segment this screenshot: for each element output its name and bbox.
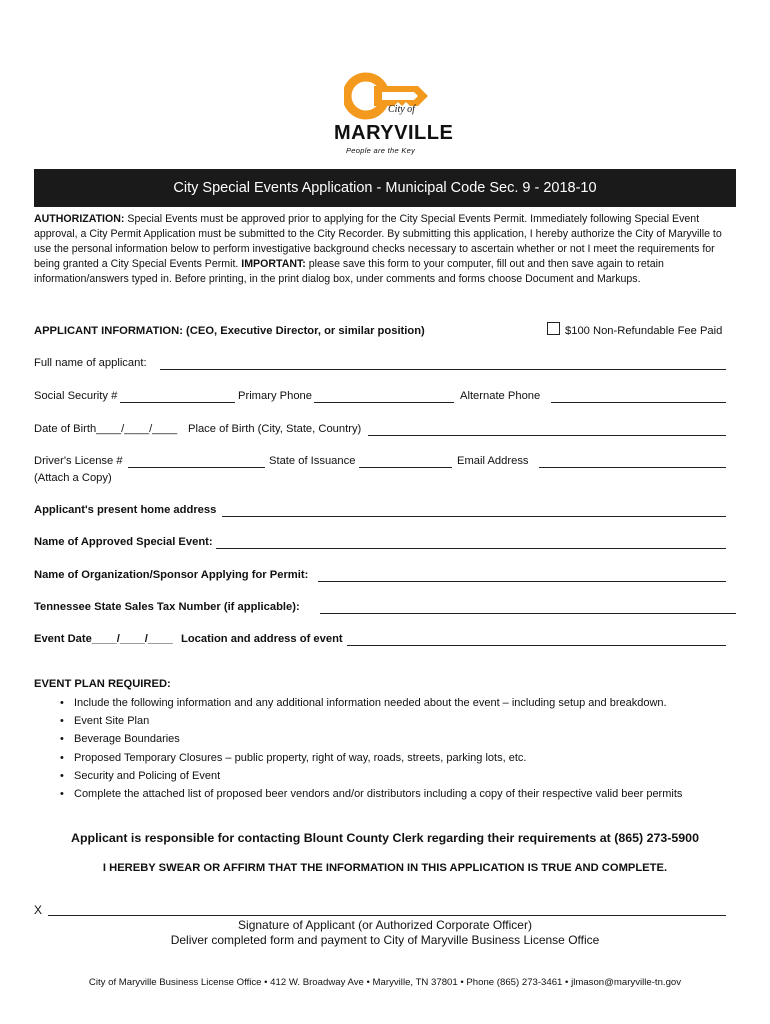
state-of-issuance-field[interactable] — [359, 467, 452, 468]
place-of-birth-field[interactable] — [368, 435, 726, 436]
home-address-field[interactable] — [222, 516, 726, 517]
fee-paid-checkbox[interactable] — [547, 322, 560, 335]
city-logo — [334, 72, 454, 158]
logo-tagline: People are the Key — [346, 146, 416, 155]
full-name-label: Full name of applicant: — [34, 357, 147, 369]
drivers-license-label: Driver's License # — [34, 455, 123, 467]
list-item: • Complete the attached list of proposed beer vendors and/or distributors including a copy of their respective valid beer permits — [60, 788, 682, 806]
event-name-field[interactable] — [216, 548, 726, 549]
list-item: • Security and Policing of Event — [60, 770, 682, 788]
page-footer: City of Maryville Business License Office • 412 W. Broadway Ave • Maryville, TN 37801 • Phone (865) 273-3461 • jlmason@maryville-tn.gov — [88, 977, 682, 988]
signature-label: Signature of Applicant (or Authorized Corporate Officer) — [238, 918, 532, 932]
form-title: City Special Events Application - Municipal Code Sec. 9 - 2018-10 — [173, 180, 597, 196]
county-clerk-notice: Applicant is responsible for contacting Blount County Clerk regarding their requirements at (865) 273-5900 — [71, 831, 699, 845]
email-label: Email Address — [457, 455, 529, 467]
authorization-text: Special Events must be approved prior to applying for the City Special Events Permit. Immediately following Special Event approval, a City Permit Application must be submitted to the City Recorder. By submitting this application, I hereby authorize the City of Maryville to use the personal information below to perform investigative background checks necessary to ascertain whether or not I meet the requirements for being granted a City Special Events Permit. — [34, 213, 722, 270]
event-location-field[interactable] — [347, 645, 726, 646]
ssn-label: Social Security # — [34, 390, 118, 402]
tax-number-field[interactable] — [320, 613, 736, 614]
state-of-issuance-label: State of Issuance — [269, 455, 356, 467]
email-field[interactable] — [539, 467, 726, 468]
form-title-bar — [34, 169, 736, 207]
authorization-label: AUTHORIZATION: — [34, 213, 125, 225]
event-date-label[interactable]: Event Date____/____/____ — [34, 633, 173, 645]
list-item: • Event Site Plan — [60, 715, 682, 733]
list-item: • Proposed Temporary Closures – public property, right of way, roads, streets, parking lots, etc. — [60, 752, 682, 770]
primary-phone-field[interactable] — [314, 402, 454, 403]
organization-label: Name of Organization/Sponsor Applying for Permit: — [34, 569, 309, 581]
organization-field[interactable] — [318, 581, 726, 582]
important-label: IMPORTANT: — [241, 258, 306, 270]
important-text: please save this form to your computer, fill out and then save again to retain information/answers typed in. Before printing, in the print dialog box, under comments and forms choose Document and Markups. — [34, 258, 664, 285]
primary-phone-label: Primary Phone — [238, 390, 312, 402]
full-name-field[interactable] — [160, 369, 726, 370]
dob-label[interactable]: Date of Birth____/____/____ — [34, 423, 178, 435]
delivery-instructions: Deliver completed form and payment to City of Maryville Business License Office — [170, 933, 600, 947]
logo-city-of: City of — [388, 104, 415, 115]
event-name-label: Name of Approved Special Event: — [34, 536, 213, 548]
list-item: • Beverage Boundaries — [60, 733, 682, 751]
applicant-info-heading: APPLICANT INFORMATION: (CEO, Executive Director, or similar position) — [34, 325, 425, 337]
fee-paid-label: $100 Non-Refundable Fee Paid — [565, 325, 723, 337]
logo-name: MARYVILLE — [334, 122, 454, 144]
home-address-label: Applicant's present home address — [34, 504, 217, 516]
signature-field[interactable] — [48, 915, 726, 916]
affirmation-statement: I HEREBY SWEAR OR AFFIRM THAT THE INFORMATION IN THIS APPLICATION IS TRUE AND COMPLETE. — [102, 862, 668, 874]
ssn-field[interactable] — [120, 402, 235, 403]
authorization-paragraph — [34, 212, 736, 287]
place-of-birth-label: Place of Birth (City, State, Country) — [188, 423, 362, 435]
drivers-license-field[interactable] — [128, 467, 265, 468]
alternate-phone-field[interactable] — [551, 402, 726, 403]
attach-copy-note: (Attach a Copy) — [34, 472, 112, 484]
signature-x-mark: X — [34, 903, 43, 917]
event-plan-heading: EVENT PLAN REQUIRED: — [34, 678, 171, 690]
event-plan-list — [60, 697, 682, 806]
tax-number-label: Tennessee State Sales Tax Number (if applicable): — [34, 601, 300, 613]
list-item: • Include the following information and any additional information needed about the event – including setup and breakdown. — [60, 697, 682, 715]
alternate-phone-label: Alternate Phone — [460, 390, 541, 402]
event-location-label: Location and address of event — [181, 633, 343, 645]
